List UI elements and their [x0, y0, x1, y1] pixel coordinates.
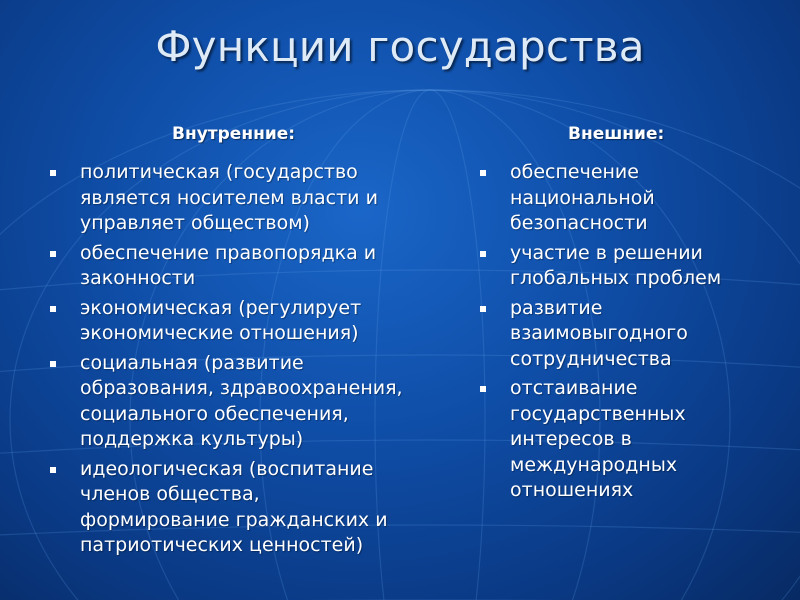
list-item-text: обеспечение национальной безопасности	[510, 161, 655, 234]
square-bullet-icon	[480, 386, 486, 392]
list-item-text: социальная (развитие образования, здравоохранения, социального обеспечения, поддержка культуры)	[80, 351, 403, 450]
external-functions-heading: Внешние:	[568, 124, 665, 144]
list-item-text: обеспечение правопорядка и законности	[80, 241, 377, 289]
square-bullet-icon	[480, 251, 486, 257]
list-item	[48, 160, 408, 237]
square-bullet-icon	[480, 170, 486, 176]
list-item-text: отстаивание государственных интересов в международных отношениях	[510, 377, 686, 501]
list-item-text: экономическая (регулирует экономические отношения)	[80, 296, 362, 344]
square-bullet-icon	[50, 467, 56, 473]
list-item	[48, 296, 408, 347]
list-item	[478, 160, 768, 237]
slide-title: Функции государства	[155, 22, 645, 71]
list-item-text: идеологическая (воспитание членов общества, формирование гражданских и патриотических ценностей)	[80, 457, 388, 556]
list-item	[48, 457, 408, 559]
square-bullet-icon	[50, 306, 56, 312]
internal-functions-list	[48, 160, 408, 563]
square-bullet-icon	[50, 170, 56, 176]
list-item-text: политическая (государство является носителем власти и управляет обществом)	[80, 161, 378, 234]
list-item	[478, 241, 768, 292]
square-bullet-icon	[50, 251, 56, 257]
list-item	[478, 376, 768, 504]
external-functions-list	[478, 160, 768, 508]
list-item	[48, 351, 408, 453]
square-bullet-icon	[480, 306, 486, 312]
list-item-text: развитие взаимовыгодного сотрудничества	[510, 296, 688, 370]
square-bullet-icon	[50, 361, 56, 367]
list-item	[48, 241, 408, 292]
list-item-text: участие в решении глобальных проблем	[510, 241, 722, 289]
list-item	[478, 296, 768, 373]
internal-functions-heading: Внутренние:	[172, 124, 296, 144]
